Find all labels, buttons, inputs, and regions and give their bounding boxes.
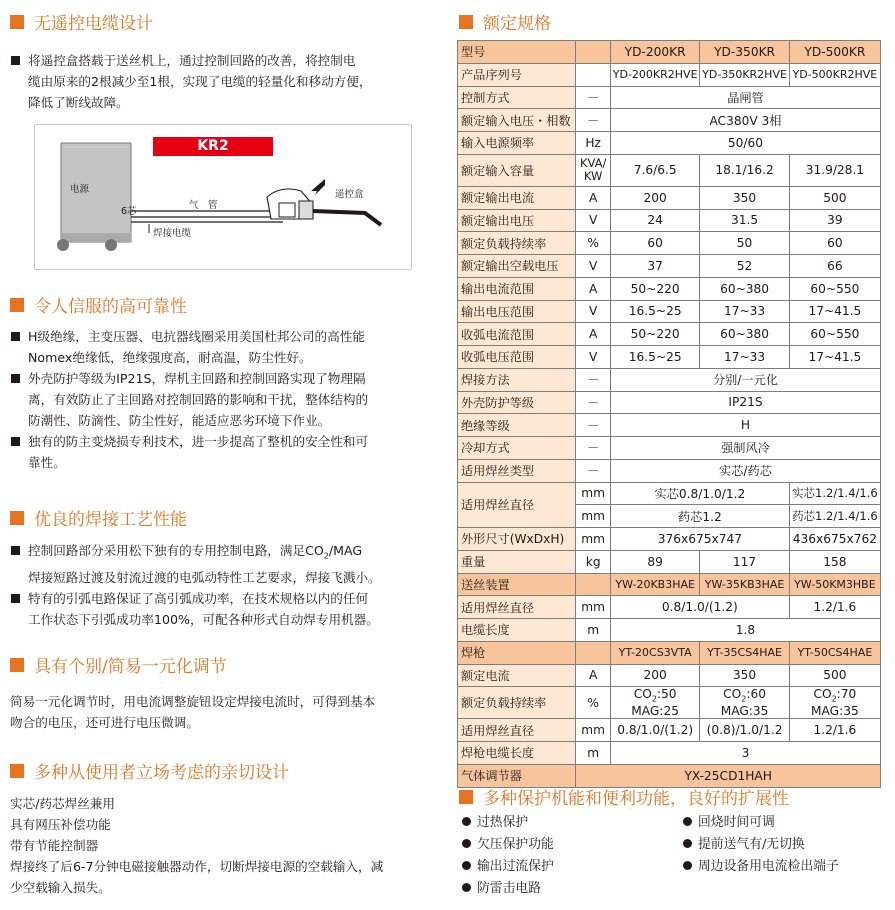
table-cell: 收弧电压范围 [458,346,576,369]
table-cell: 350 [700,186,789,209]
table-cell: 39 [789,209,880,232]
table-cell: 控制方式 [458,86,576,109]
section-title-protection-features: 多种保护机能和便利功能，良好的扩展性 [459,784,789,809]
table-cell: YT-35CS4HAE [700,641,789,664]
feature-item: 输出过流保护 [462,855,554,874]
table-cell: 66 [789,255,880,278]
table-cell: 17~41.5 [789,300,880,323]
table-cell: 3 [610,742,880,765]
bullet-item: 外壳防护等级为IP21S，焊机主回路和控制回路实现了物理隔 [10,368,436,389]
table-cell: 1.2/1.6 [789,719,880,742]
table-cell: 24 [610,209,699,232]
remote-box-diagram [34,124,412,270]
table-cell: 60 [789,232,880,255]
table-cell: A [576,277,611,300]
table-cell: KVA/ KW [576,154,611,186]
section-no-remote-cable-text: 将遥控盒搭载于送丝机上，通过控制回路的改善，将控制电 缆由原来的2根减少至1根，实现了电缆的轻量化和移动方便， 降低了断线故障。 [10,50,436,113]
table-cell: YW-20KB3HAE [610,573,699,596]
table-cell [576,41,611,64]
table-cell: 500 [789,186,880,209]
table-cell: m [576,742,611,765]
table-row [458,41,881,64]
table-cell: 焊接方法 [458,368,576,391]
bullet-dot-icon [683,817,692,826]
table-cell: 350 [700,664,789,687]
table-cell: 16.5~25 [610,300,699,323]
table-cell: 16.5~25 [610,346,699,369]
table-cell: 200 [610,186,699,209]
table-cell: 额定输出空载电压 [458,255,576,278]
table-cell: 200 [610,664,699,687]
table-row [458,368,881,391]
table-cell: 药芯1.2 [610,505,789,528]
table-cell: 18.1/16.2 [700,154,789,186]
table-cell: 额定负载持续率 [458,687,576,719]
table-cell: YD-200KR [610,41,699,64]
table-row [458,255,881,278]
table-cell: A [576,664,611,687]
table-cell: 强制风冷 [610,437,880,460]
feature-item: 提前送气有/无切换 [683,833,805,852]
table-cell: kg [576,550,611,573]
table-cell: $CO_2:60$ MAG:35 [700,687,789,719]
bullet-item: 控制回路部分采用松下独有的专用控制电路，满足$CO_2$/MAG [10,540,436,567]
table-row [458,742,881,765]
section-title-reliability: 令人信服的高可靠性 [10,292,187,317]
table-cell: V [576,209,611,232]
section-title-specs: 额定规格 [459,9,551,34]
feature-item: 过热保护 [462,811,528,830]
table-cell: % [576,232,611,255]
power-label: 电源 [70,184,90,195]
bullet-square-icon [11,56,20,65]
table-row [458,232,881,255]
table-cell: $CO_2:70$ MAG:35 [789,687,880,719]
table-row [458,664,881,687]
table-cell: 气体调节器 [458,764,576,787]
table-cell: A [576,186,611,209]
wheel-icon [57,239,69,251]
table-cell: 产品序列号 [458,63,576,86]
table-cell: V [576,346,611,369]
table-cell: V [576,300,611,323]
kr2-badge: KR2 [153,137,273,156]
table-cell: 适用焊丝直径 [458,719,576,742]
table-cell: 52 [700,255,789,278]
table-cell: 60 [610,232,699,255]
core-count-label: 6芯 [121,206,137,217]
table-cell: YD-500KR2HVE [789,63,880,86]
table-cell: 绝缘等级 [458,414,576,437]
table-cell: 输出电压范围 [458,300,576,323]
table-row [458,459,881,482]
bullet-dot-icon [462,817,471,826]
table-cell: 37 [610,255,699,278]
table-cell: 额定输出电流 [458,186,576,209]
table-cell: mm [576,482,611,505]
table-cell: 额定负载持续率 [458,232,576,255]
table-row [458,186,881,209]
table-cell: 输出电流范围 [458,277,576,300]
section-title-no-remote-cable: 无遥控电缆设计 [10,9,153,34]
table-cell: － [576,414,611,437]
feature-item: 周边设备用电流检出端子 [683,855,839,874]
table-cell: mm [576,719,611,742]
section-user-design-text: 实芯/药芯焊丝兼用 具有网压补偿功能 带有节能控制器 焊接终了后6-7分钟电磁接触器动作，切断焊接电源的空载输入，减 少空载输入损失。 [10,796,384,895]
table-cell: 重量 [458,550,576,573]
heading-square-icon [10,15,24,29]
bullet-square-icon [11,374,20,383]
table-cell: 型号 [458,41,576,64]
section-title-user-design: 多种从使用者立场考虑的亲切设计 [10,758,289,783]
table-cell: － [576,391,611,414]
bullet-item: 独有的防主变烧损专利技术，进一步提高了整机的安全性和可 [10,431,436,452]
table-row [458,573,881,596]
table-cell: 额定电流 [458,664,576,687]
specs-table [457,40,881,788]
bullet-square-icon [11,594,20,603]
table-cell: Hz [576,132,611,155]
wheel-icon [105,239,117,251]
remote-box-label: 遥控盒 [335,189,364,200]
table-cell: mm [576,528,611,551]
table-row [458,719,881,742]
table-cell: H [610,414,880,437]
table-cell: 50~220 [610,323,699,346]
bullet-item: 将遥控盒搭载于送丝机上，通过控制回路的改善，将控制电 [10,50,436,71]
heading-square-icon [10,764,24,778]
table-cell: 158 [789,550,880,573]
heading-square-icon [10,511,24,525]
table-cell: % [576,687,611,719]
table-cell: 额定输入电压・相数 [458,109,576,132]
welding-torch [313,211,381,225]
table-row [458,300,881,323]
table-cell: 1.2/1.6 [789,596,880,619]
table-row [458,550,881,573]
table-cell: 输入电源频率 [458,132,576,155]
table-cell: 适用焊丝直径 [458,482,576,528]
table-cell: V [576,255,611,278]
table-cell: YT-20CS3VTA [610,641,699,664]
table-cell [576,641,611,664]
table-cell: A [576,323,611,346]
gas-hose-label: 气 管 [189,200,218,211]
table-cell: 17~41.5 [789,346,880,369]
table-cell: 17~33 [700,346,789,369]
table-row [458,346,881,369]
section-title-welding-performance: 优良的焊接工艺性能 [10,505,187,530]
bullet-dot-icon [462,839,471,848]
bullet-dot-icon [683,861,692,870]
table-cell: － [576,86,611,109]
table-row [458,209,881,232]
table-cell: 实芯0.8/1.0/1.2 [610,482,789,505]
table-cell: 焊枪 [458,641,576,664]
table-cell: IP21S [610,391,880,414]
table-cell: 500 [789,664,880,687]
table-row [458,86,881,109]
table-cell: YD-350KR2HVE [700,63,789,86]
table-cell: 送丝装置 [458,573,576,596]
table-cell: 89 [610,550,699,573]
table-row [458,109,881,132]
table-row [458,277,881,300]
table-cell: 50~220 [610,277,699,300]
bullet-square-icon [11,332,20,341]
table-cell: (0.8)/1.0/1.2 [700,719,789,742]
table-cell: 60~380 [700,323,789,346]
table-cell: 60~550 [789,277,880,300]
table-cell: mm [576,505,611,528]
arrow-icon [311,179,325,195]
table-cell: mm [576,596,611,619]
welding-cable-label: 焊接电缆 [153,228,192,239]
table-row [458,596,881,619]
bullet-item: 特有的引弧电路保证了高引弧成功率，在技术规格以内的任何 [10,588,436,609]
table-cell: 实芯1.2/1.4/1.6 [789,482,880,505]
heading-square-icon [459,790,473,804]
table-cell [576,63,611,86]
table-cell: 31.5 [700,209,789,232]
table-cell: 外形尺寸(WxDxH) [458,528,576,551]
table-cell: 外壳防护等级 [458,391,576,414]
remote-box [299,201,313,219]
table-cell: － [576,459,611,482]
table-cell: 额定输出电压 [458,209,576,232]
bullet-dot-icon [683,839,692,848]
section-title-simple-adjustment: 具有个别/简易一元化调节 [10,652,227,677]
table-cell: 60~380 [700,277,789,300]
table-cell: 436x675x762 [789,528,880,551]
table-cell: 7.6/6.5 [610,154,699,186]
table-cell: 0.8/1.0/(1.2) [610,596,789,619]
bullet-square-icon [11,437,20,446]
table-row [458,482,881,505]
table-cell: YT-50CS4HAE [789,641,880,664]
table-cell: 冷却方式 [458,437,576,460]
table-cell: m [576,619,611,642]
table-cell: 适用焊丝直径 [458,596,576,619]
table-cell [576,573,611,596]
table-cell: 电缆长度 [458,619,576,642]
table-cell: YW-35KB3HAE [700,573,789,596]
table-cell: 焊枪电缆长度 [458,742,576,765]
table-row [458,323,881,346]
table-cell: － [576,368,611,391]
table-cell: YD-500KR [789,41,880,64]
table-cell: 收弧电流范围 [458,323,576,346]
heading-square-icon [10,298,24,312]
table-row [458,687,881,719]
table-cell: 117 [700,550,789,573]
bullet-dot-icon [462,861,471,870]
table-row [458,132,881,155]
table-cell: 0.8/1.0/(1.2) [610,719,699,742]
table-cell: YD-350KR [700,41,789,64]
feature-item: 回烧时间可调 [683,811,775,830]
table-row [458,528,881,551]
table-cell: 晶闸管 [610,86,880,109]
table-cell: 额定输入容量 [458,154,576,186]
table-cell: 1.8 [610,619,880,642]
section-welding-performance-text: 控制回路部分采用松下独有的专用控制电路，满足$CO_2$/MAG 焊接短路过渡及射流过渡的电弧动特性工艺要求，焊接飞溅小。 特有的引弧电路保证了高引弧成功率，在技术规格以内的任何 工作状态下引弧成功率100%，可配各种形式自动焊专用机器。 [10,540,436,630]
bullet-item: H级绝缘，主变压器、电抗器线圈采用美国杜邦公司的高性能 [10,326,436,347]
table-cell: AC380V 3相 [610,109,880,132]
heading-square-icon [459,15,473,29]
table-cell: 17~33 [700,300,789,323]
table-row [458,154,881,186]
table-cell: － [576,437,611,460]
section-simple-adjustment-text: 简易一元化调节时，用电流调整旋钮设定焊接电流时，可得到基本 吻合的电压，还可进行电压微调。 [10,694,376,730]
section-reliability-text: H级绝缘，主变压器、电抗器线圈采用美国杜邦公司的高性能 Nomex绝缘低，绝缘强度高，耐高温，防尘性好。 外壳防护等级为IP21S，焊机主回路和控制回路实现了物理隔 离，有效防止了主回路对控制回路的影响和干扰，整体结构的 防潮性、防滴性、防尘性好，能适应恶劣环境下作业。 独有的防主变烧损专利技术，进一步提高了整机的安全性和可 靠性。 [10,326,436,473]
table-cell: $CO_2:50$ MAG:25 [610,687,699,719]
table-row [458,63,881,86]
table-row [458,437,881,460]
table-row [458,619,881,642]
table-cell: － [576,109,611,132]
heading-square-icon [10,658,24,672]
table-cell: YD-200KR2HVE [610,63,699,86]
table-cell: 药芯1.2/1.4/1.6 [789,505,880,528]
feature-item: 欠压保护功能 [462,833,554,852]
table-cell: 50 [700,232,789,255]
table-cell: 适用焊丝类型 [458,459,576,482]
table-row [458,391,881,414]
table-row [458,414,881,437]
table-row [458,641,881,664]
feature-item: 防雷击电路 [462,877,541,896]
table-cell: 50/60 [610,132,880,155]
table-cell: 实芯/药芯 [610,459,880,482]
table-cell: 376x675x747 [610,528,789,551]
table-cell: YW-50KM3HBE [789,573,880,596]
table-cell: YX-25CD1HAH [576,764,881,787]
table-cell: 31.9/28.1 [789,154,880,186]
table-cell: 分别/一元化 [610,368,880,391]
bullet-square-icon [11,546,20,555]
bullet-dot-icon [462,883,471,892]
table-cell: 60~550 [789,323,880,346]
